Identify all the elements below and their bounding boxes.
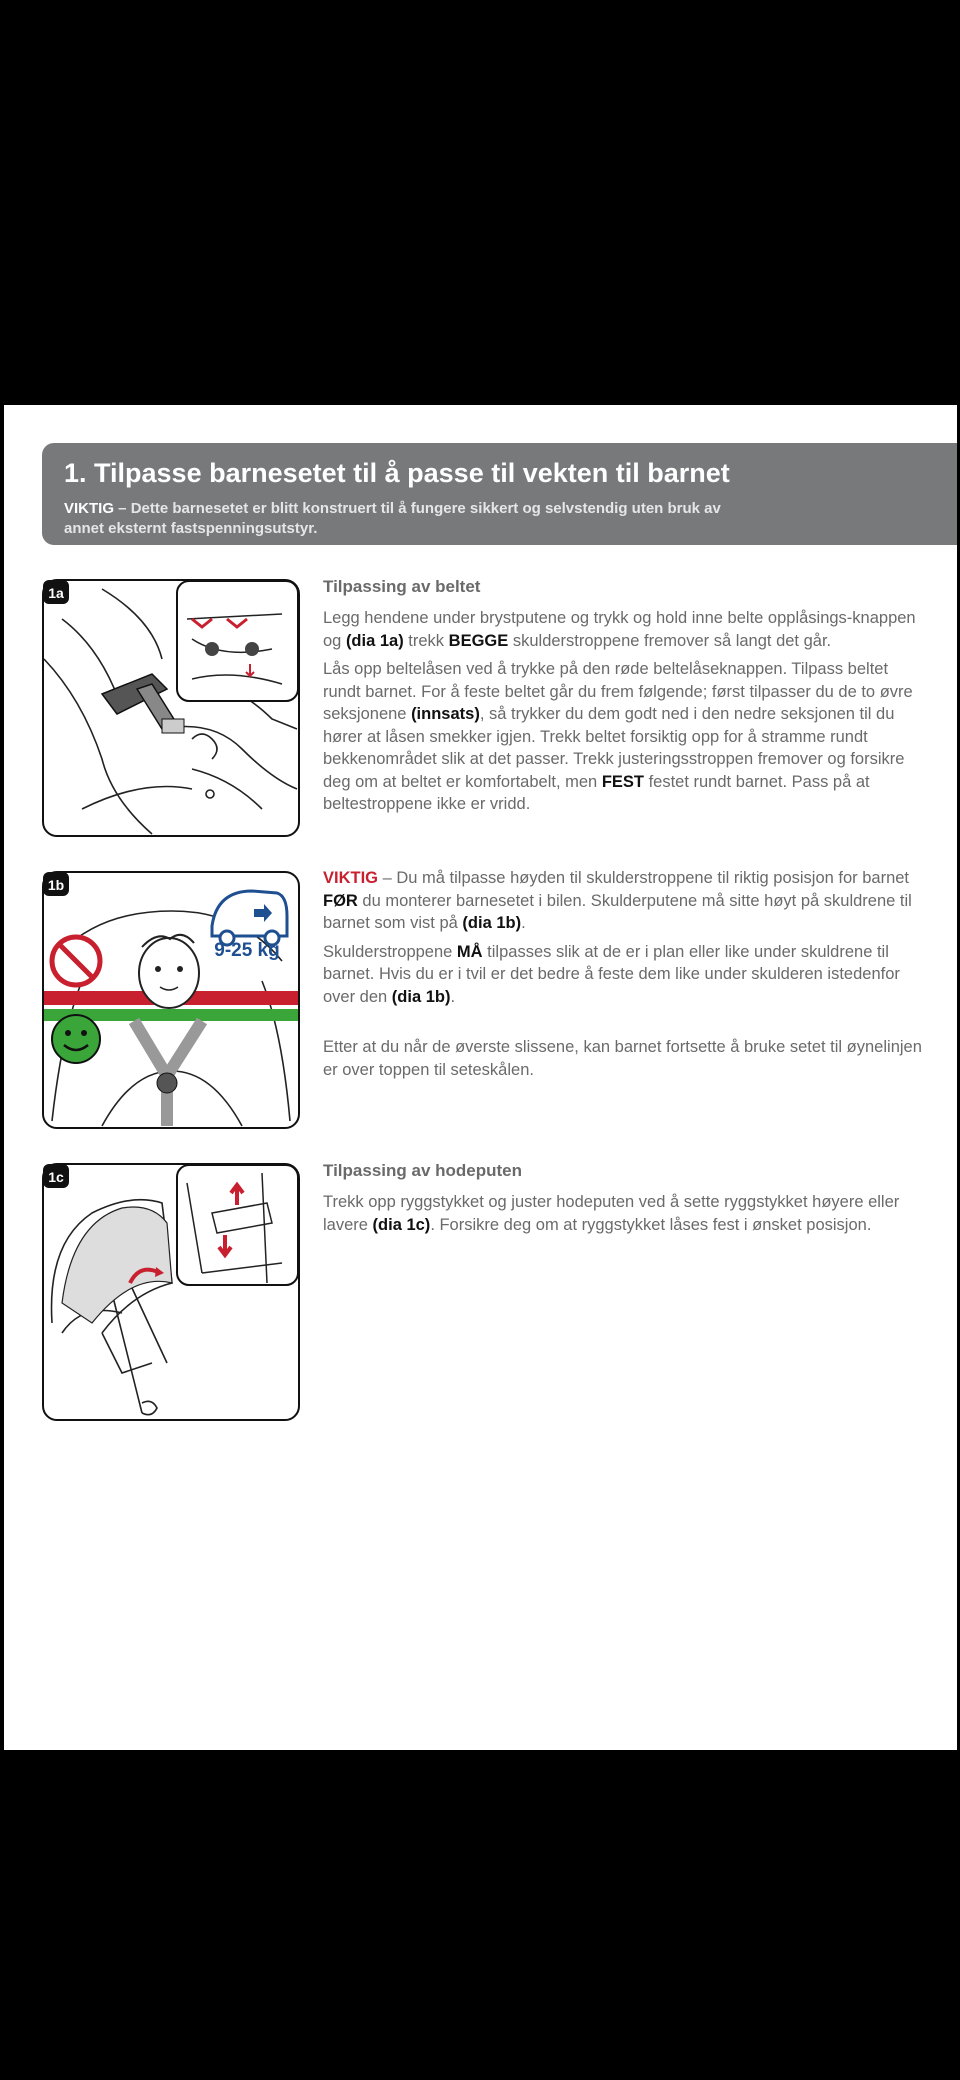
manual-page	[4, 405, 957, 1750]
section-1a-paragraph-2	[323, 658, 928, 816]
figure-1b-label: 1b	[47, 877, 65, 893]
text-run: .	[521, 914, 526, 932]
section-1b-paragraph-2	[323, 941, 928, 1009]
section-1b-paragraph-3: Etter at du når de øverste slissene, kan barnet fortsette å bruke setet til øynelinjen er over toppen til seteskålen.	[323, 1038, 922, 1079]
bold-run: (dia 1b)	[462, 914, 522, 932]
figure-1a	[42, 579, 300, 837]
bold-run: BEGGE	[448, 631, 509, 650]
text-run: .	[450, 987, 456, 1006]
section-1c	[323, 1159, 928, 1242]
text-run: , så trykker du dem godt ned i den nedre seksjonen til du hører at låsen smekker igjen. Trekk beltet forsiktig opp for å stramme rundt bekkenområdet slik at det passer. Trekk justeringsstroppen fremover og forsikre deg om at beltet er komfortabelt, men	[323, 705, 905, 791]
text-run: trekk	[403, 631, 449, 650]
figure-1c	[42, 1163, 300, 1421]
figure-1a-label: 1a	[48, 585, 64, 601]
section-1c-heading: Tilpassing av hodeputen	[323, 1161, 522, 1180]
figure-1c-label: 1c	[48, 1169, 64, 1185]
section-1b	[323, 867, 928, 1087]
text-run: . Forsikre deg om at ryggstykket låses fest i ønsket posisjon.	[430, 1215, 872, 1234]
text-run: Lås opp beltelåsen ved å trykke på den røde beltelåseknappen. Tilpass beltet rundt barnet. For å feste beltet går du frem følgende; først tilpasser du de to øvre seksjonene	[323, 660, 913, 723]
figure-1b-weight: 9-25 kg	[214, 940, 280, 961]
bold-run: FØR	[323, 891, 358, 910]
bold-run: (innsats)	[411, 705, 480, 723]
note-keyword: VIKTIG	[64, 500, 115, 517]
page-title: 1. Tilpasse barnesetet til å passe til vekten til barnet	[64, 458, 730, 488]
section-banner	[42, 443, 957, 545]
bold-run: FEST	[601, 772, 644, 791]
text-run: Trekk opp ryggstykket og juster hodeputen ved å sette ryggstykket høyere eller lavere	[323, 1193, 900, 1234]
section-1c-paragraph-1	[323, 1191, 928, 1236]
figure-1b	[42, 871, 300, 1129]
section-1a-heading: Tilpassing av beltet	[323, 577, 481, 596]
bold-run: MÅ	[456, 942, 483, 961]
text-run: – Du må tilpasse høyden til skulderstroppene til riktig posisjon for barnet	[378, 869, 910, 887]
section-1b-paragraph-1	[323, 867, 928, 935]
text-run: du monterer barnesetet i bilen. Skulderputene må sitte høyt på skuldrene til barnet som vist på	[323, 891, 912, 932]
bold-run: (dia 1c)	[372, 1215, 431, 1234]
section-1a-paragraph-1	[323, 607, 928, 652]
text-run: Skulderstroppene	[323, 942, 457, 961]
warning-keyword: VIKTIG	[323, 869, 379, 887]
section-1a	[323, 575, 928, 822]
text-run: festet rundt barnet. Pass på at beltestroppene ikke er vridd.	[323, 772, 870, 813]
text-run: Legg hendene under brystputene og trykk og hold inne belte opplåsings-knappen og	[323, 609, 916, 650]
banner-note	[64, 499, 764, 539]
bold-run: (dia 1a)	[345, 631, 404, 650]
bold-run: (dia 1b)	[391, 987, 451, 1006]
text-run: tilpasses slik at de er i plan eller like under skuldrene til barnet. Hvis du er i tvil er det bedre å feste dem like under skulderen istedenfor over den	[323, 942, 900, 1006]
text-run: skulderstroppene fremover så langt det går.	[508, 631, 832, 650]
note-text: – Dette barnesetet er blitt konstruert til å fungere sikkert og selvstendig uten bruk av annet eksternt fastspenningsutstyr.	[64, 500, 721, 537]
